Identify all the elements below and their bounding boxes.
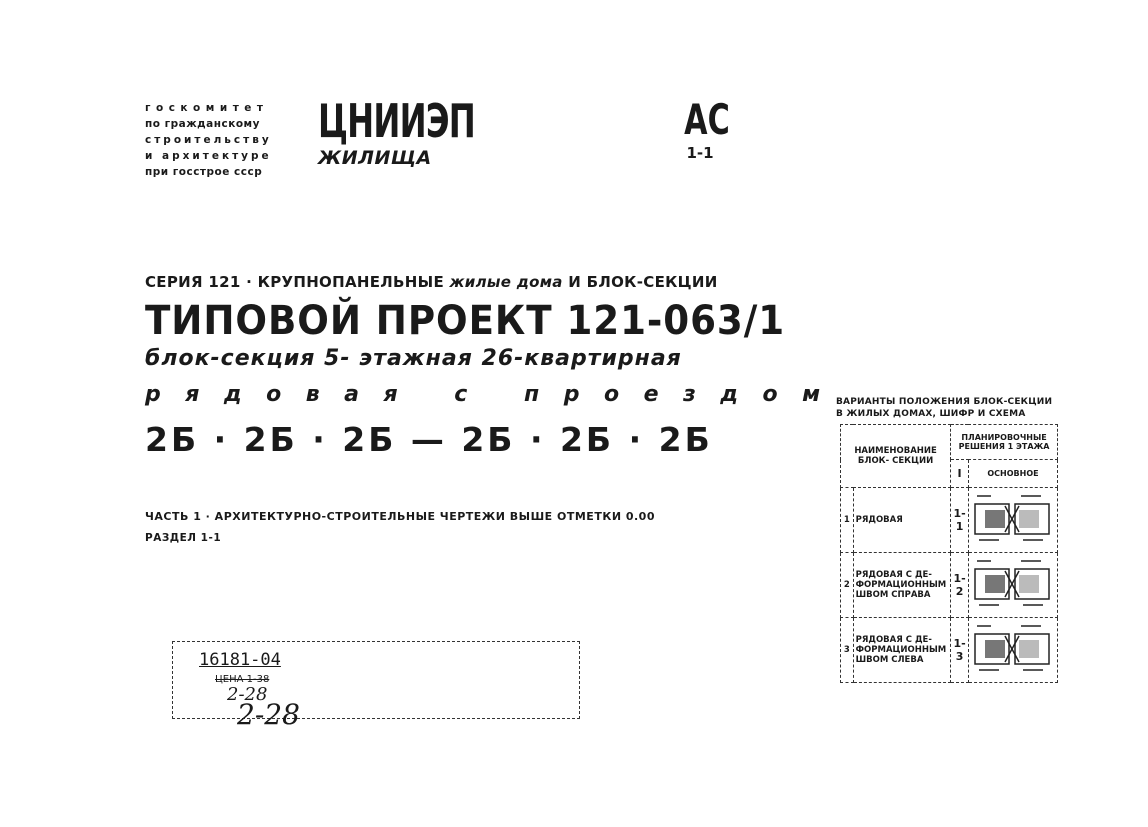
- scheme-diagram: [968, 553, 1057, 618]
- organization-block: [145, 100, 272, 180]
- part-title: ЧАСТЬ 1 · АРХИТЕКТУРНО-СТРОИТЕЛЬНЫЕ ЧЕРТЕЖИ ВЫШЕ ОТМЕТКИ 0.00: [145, 510, 655, 523]
- series-italic: жилые дома: [449, 273, 563, 291]
- org-line: и архитектуре: [145, 150, 272, 162]
- institute-logo: [318, 94, 519, 170]
- table-row: [841, 553, 1058, 618]
- row-number: 1: [841, 488, 854, 553]
- sheet-number: 1-1: [686, 144, 714, 162]
- scheme-diagram: [968, 488, 1057, 553]
- row-variant: 1-2: [951, 553, 969, 618]
- row-variant: 1-1: [951, 488, 969, 553]
- section-title: РАЗДЕЛ 1-1: [145, 532, 222, 544]
- handwritten-price-2: 2-28: [237, 698, 300, 731]
- variants-table: [840, 424, 1058, 683]
- org-line: строительству: [145, 134, 272, 146]
- block-section-title: блок-секция 5- этажная 26-квартирная: [145, 346, 682, 371]
- col-header-solutions: ПЛАНИРОВОЧНЫЕ РЕШЕНИЯ 1 ЭТАЖА: [951, 425, 1058, 460]
- row-variant: 1-3: [951, 618, 969, 683]
- org-line: госкомитет: [145, 102, 269, 114]
- section-type: рядовая с проездом: [145, 382, 845, 407]
- catalog-stamp: [172, 641, 580, 731]
- table-row: [841, 618, 1058, 683]
- org-line: по гражданскому: [145, 118, 260, 130]
- row-name: РЯДОВАЯ С ДЕ- ФОРМАЦИОННЫМ ШВОМ СПРАВА: [853, 553, 951, 618]
- col-header-name: НАИМЕНОВАНИЕ БЛОК- СЕКЦИИ: [841, 425, 951, 488]
- variants-heading: ВАРИАНТЫ ПОЛОЖЕНИЯ БЛОК-СЕКЦИИ В ЖИЛЫХ ДОМАХ, ШИФР И СХЕМА: [836, 397, 1053, 419]
- table-header-row: [841, 425, 1058, 460]
- scheme-diagram: [968, 618, 1057, 683]
- row-name: РЯДОВАЯ С ДЕ- ФОРМАЦИОННЫМ ШВОМ СЛЕВА: [853, 618, 951, 683]
- series-line: [145, 273, 718, 291]
- price-label: ЦЕНА 1-38: [215, 674, 270, 685]
- row-number: 2: [841, 553, 854, 618]
- catalog-number: 16181-04: [199, 650, 281, 670]
- row-name: РЯДОВАЯ: [853, 488, 951, 553]
- org-line: при госстрое ссср: [145, 166, 263, 178]
- col-subheader-label: ОСНОВНОЕ: [968, 460, 1057, 488]
- series-prefix: СЕРИЯ 121 · КРУПНОПАНЕЛЬНЫЕ: [145, 273, 445, 291]
- row-number: 3: [841, 618, 854, 683]
- sheet-mark: [678, 95, 730, 162]
- sheet-mark-letters: АС: [684, 95, 730, 144]
- logo-top-text: ЦНИИЭП: [318, 94, 476, 148]
- table-row: [841, 488, 1058, 553]
- handwritten-price-1: 2-28: [227, 684, 268, 705]
- logo-bottom-text: ЖИЛИЩА: [318, 147, 432, 169]
- section-code: 2Б · 2Б · 2Б — 2Б · 2Б · 2Б: [145, 420, 713, 459]
- series-suffix: И БЛОК-СЕКЦИИ: [568, 273, 718, 291]
- col-subheader-num: I: [951, 460, 969, 488]
- project-title: ТИПОВОЙ ПРОЕКТ 121-063/1: [145, 298, 786, 344]
